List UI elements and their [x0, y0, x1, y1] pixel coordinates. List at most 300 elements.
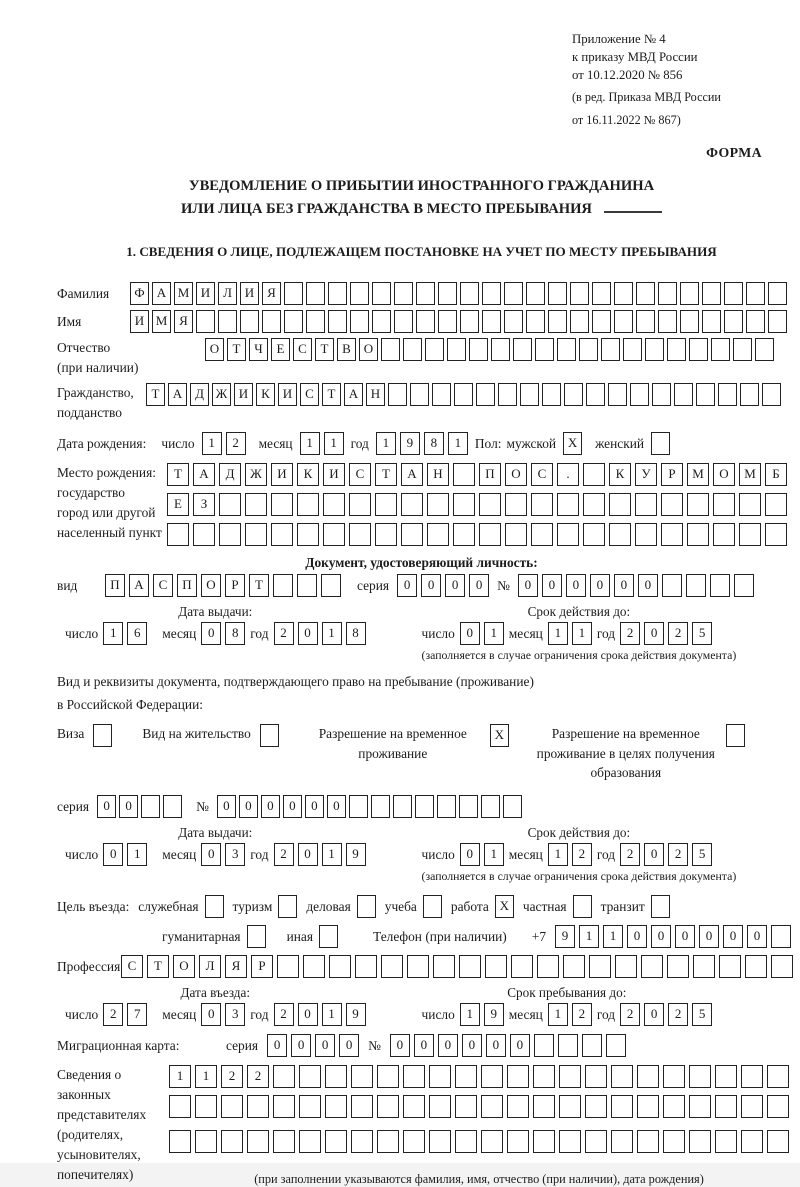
char-box[interactable] — [513, 338, 532, 361]
char-box[interactable]: 1 — [202, 432, 222, 455]
char-box[interactable] — [734, 574, 754, 597]
char-box[interactable]: 0 — [590, 574, 610, 597]
char-box[interactable]: А — [129, 574, 149, 597]
char-box[interactable]: 1 — [579, 925, 599, 948]
char-box[interactable]: 0 — [445, 574, 465, 597]
char-box[interactable] — [167, 523, 189, 546]
char-box[interactable] — [507, 1130, 529, 1153]
char-box[interactable] — [455, 1065, 477, 1088]
char-box[interactable]: 1 — [484, 843, 504, 866]
char-box[interactable] — [623, 338, 642, 361]
temp-residence-edu-checkbox[interactable] — [726, 724, 745, 747]
char-box[interactable]: 0 — [298, 622, 318, 645]
char-box[interactable] — [663, 1065, 685, 1088]
char-box[interactable] — [611, 1065, 633, 1088]
char-box[interactable]: 0 — [510, 1034, 530, 1057]
char-box[interactable] — [767, 1095, 789, 1118]
char-box[interactable]: 9 — [484, 1003, 504, 1026]
char-box[interactable] — [592, 282, 611, 305]
char-box[interactable] — [325, 1065, 347, 1088]
char-box[interactable] — [372, 282, 391, 305]
business-checkbox[interactable] — [357, 895, 376, 918]
char-box[interactable]: 1 — [322, 843, 342, 866]
char-box[interactable]: Ч — [249, 338, 268, 361]
char-box[interactable] — [696, 383, 715, 406]
char-box[interactable]: А — [344, 383, 363, 406]
char-box[interactable] — [611, 1130, 633, 1153]
char-box[interactable]: С — [121, 955, 143, 978]
char-box[interactable]: 0 — [651, 925, 671, 948]
char-box[interactable] — [454, 383, 473, 406]
char-box[interactable]: О — [359, 338, 378, 361]
char-box[interactable] — [169, 1130, 191, 1153]
char-box[interactable]: 2 — [620, 843, 640, 866]
char-box[interactable]: 0 — [339, 1034, 359, 1057]
char-box[interactable]: 0 — [201, 843, 221, 866]
char-box[interactable]: 0 — [675, 925, 695, 948]
char-box[interactable]: 9 — [346, 1003, 366, 1026]
char-box[interactable] — [637, 1065, 659, 1088]
char-box[interactable] — [460, 310, 479, 333]
char-box[interactable]: 8 — [346, 622, 366, 645]
char-box[interactable]: 3 — [225, 1003, 245, 1026]
char-box[interactable]: 0 — [103, 843, 123, 866]
char-box[interactable] — [702, 282, 721, 305]
char-box[interactable] — [767, 1065, 789, 1088]
char-box[interactable]: Е — [167, 493, 189, 516]
char-box[interactable] — [372, 310, 391, 333]
char-box[interactable]: А — [401, 463, 423, 486]
char-box[interactable] — [271, 493, 293, 516]
char-box[interactable] — [221, 1130, 243, 1153]
char-box[interactable]: Т — [249, 574, 269, 597]
private-checkbox[interactable] — [573, 895, 592, 918]
char-box[interactable] — [724, 282, 743, 305]
char-box[interactable] — [403, 1095, 425, 1118]
char-box[interactable] — [351, 1130, 373, 1153]
char-box[interactable] — [219, 493, 241, 516]
char-box[interactable] — [645, 338, 664, 361]
char-box[interactable] — [570, 310, 589, 333]
char-box[interactable] — [284, 282, 303, 305]
char-box[interactable] — [193, 523, 215, 546]
char-box[interactable] — [323, 493, 345, 516]
char-box[interactable] — [377, 1130, 399, 1153]
char-box[interactable]: О — [505, 463, 527, 486]
char-box[interactable]: 9 — [400, 432, 420, 455]
char-box[interactable]: 1 — [195, 1065, 217, 1088]
char-box[interactable]: 1 — [548, 1003, 568, 1026]
char-box[interactable]: 2 — [668, 1003, 688, 1026]
char-box[interactable] — [429, 1065, 451, 1088]
char-box[interactable] — [520, 383, 539, 406]
char-box[interactable] — [479, 523, 501, 546]
char-box[interactable] — [606, 1034, 626, 1057]
char-box[interactable] — [491, 338, 510, 361]
char-box[interactable] — [377, 1095, 399, 1118]
char-box[interactable]: 1 — [484, 622, 504, 645]
char-box[interactable] — [689, 1095, 711, 1118]
char-box[interactable]: Т — [167, 463, 189, 486]
char-box[interactable]: 0 — [261, 795, 280, 818]
char-box[interactable]: 6 — [127, 622, 147, 645]
char-box[interactable]: Д — [190, 383, 209, 406]
char-box[interactable] — [585, 1130, 607, 1153]
char-box[interactable] — [371, 795, 390, 818]
char-box[interactable] — [221, 1095, 243, 1118]
char-box[interactable] — [526, 310, 545, 333]
char-box[interactable]: П — [479, 463, 501, 486]
char-box[interactable] — [401, 523, 423, 546]
char-box[interactable]: 0 — [327, 795, 346, 818]
char-box[interactable] — [558, 1034, 578, 1057]
char-box[interactable]: А — [168, 383, 187, 406]
char-box[interactable]: . — [557, 463, 579, 486]
char-box[interactable] — [614, 310, 633, 333]
char-box[interactable] — [583, 463, 605, 486]
char-box[interactable]: 7 — [127, 1003, 147, 1026]
char-box[interactable] — [526, 282, 545, 305]
char-box[interactable]: Т — [147, 955, 169, 978]
char-box[interactable]: 1 — [548, 843, 568, 866]
char-box[interactable] — [713, 493, 735, 516]
char-box[interactable] — [438, 310, 457, 333]
char-box[interactable] — [351, 1065, 373, 1088]
char-box[interactable]: 2 — [572, 843, 592, 866]
char-box[interactable] — [453, 463, 475, 486]
char-box[interactable] — [195, 1130, 217, 1153]
char-box[interactable] — [746, 310, 765, 333]
char-box[interactable]: 0 — [283, 795, 302, 818]
char-box[interactable]: 8 — [424, 432, 444, 455]
char-box[interactable] — [163, 795, 182, 818]
char-box[interactable] — [636, 310, 655, 333]
char-box[interactable] — [719, 955, 741, 978]
char-box[interactable] — [583, 523, 605, 546]
char-box[interactable] — [585, 1065, 607, 1088]
char-box[interactable] — [745, 955, 767, 978]
char-box[interactable] — [262, 310, 281, 333]
char-box[interactable] — [592, 310, 611, 333]
char-box[interactable] — [498, 383, 517, 406]
char-box[interactable] — [453, 523, 475, 546]
char-box[interactable] — [559, 1130, 581, 1153]
char-box[interactable] — [583, 493, 605, 516]
char-box[interactable]: 3 — [225, 843, 245, 866]
char-box[interactable] — [481, 795, 500, 818]
char-box[interactable]: 0 — [201, 1003, 221, 1026]
char-box[interactable] — [563, 955, 585, 978]
char-box[interactable] — [459, 795, 478, 818]
char-box[interactable] — [328, 282, 347, 305]
char-box[interactable] — [746, 282, 765, 305]
char-box[interactable] — [768, 282, 787, 305]
char-box[interactable]: Б — [765, 463, 787, 486]
char-box[interactable] — [641, 955, 663, 978]
char-box[interactable]: 0 — [315, 1034, 335, 1057]
char-box[interactable]: 1 — [376, 432, 396, 455]
char-box[interactable] — [455, 1095, 477, 1118]
char-box[interactable] — [299, 1065, 321, 1088]
char-box[interactable]: Я — [225, 955, 247, 978]
char-box[interactable] — [350, 310, 369, 333]
char-box[interactable] — [377, 1065, 399, 1088]
char-box[interactable]: 2 — [668, 843, 688, 866]
char-box[interactable] — [195, 1095, 217, 1118]
char-box[interactable] — [739, 493, 761, 516]
char-box[interactable] — [687, 493, 709, 516]
char-box[interactable] — [306, 282, 325, 305]
char-box[interactable] — [403, 338, 422, 361]
char-box[interactable]: 0 — [699, 925, 719, 948]
char-box[interactable]: 2 — [274, 1003, 294, 1026]
char-box[interactable]: 0 — [267, 1034, 287, 1057]
char-box[interactable] — [710, 574, 730, 597]
char-box[interactable]: Д — [219, 463, 241, 486]
char-box[interactable]: Т — [322, 383, 341, 406]
char-box[interactable] — [218, 310, 237, 333]
char-box[interactable]: Т — [146, 383, 165, 406]
char-box[interactable] — [325, 1095, 347, 1118]
char-box[interactable]: 2 — [103, 1003, 123, 1026]
char-box[interactable]: С — [153, 574, 173, 597]
char-box[interactable] — [663, 1095, 685, 1118]
char-box[interactable]: 0 — [469, 574, 489, 597]
char-box[interactable] — [535, 338, 554, 361]
char-box[interactable] — [768, 310, 787, 333]
char-box[interactable] — [548, 310, 567, 333]
char-box[interactable] — [611, 1095, 633, 1118]
char-box[interactable]: 2 — [620, 622, 640, 645]
char-box[interactable] — [503, 795, 522, 818]
work-checkbox[interactable]: X — [495, 895, 514, 918]
char-box[interactable]: 2 — [221, 1065, 243, 1088]
char-box[interactable] — [557, 338, 576, 361]
char-box[interactable]: 0 — [298, 843, 318, 866]
char-box[interactable]: 0 — [644, 622, 664, 645]
char-box[interactable] — [273, 1130, 295, 1153]
char-box[interactable]: Ж — [212, 383, 231, 406]
char-box[interactable]: 0 — [460, 622, 480, 645]
char-box[interactable]: 0 — [486, 1034, 506, 1057]
char-box[interactable]: М — [152, 310, 171, 333]
char-box[interactable]: 1 — [322, 622, 342, 645]
char-box[interactable] — [416, 282, 435, 305]
char-box[interactable]: Ф — [130, 282, 149, 305]
char-box[interactable] — [652, 383, 671, 406]
char-box[interactable] — [687, 523, 709, 546]
char-box[interactable] — [429, 1095, 451, 1118]
char-box[interactable] — [505, 523, 527, 546]
char-box[interactable]: И — [323, 463, 345, 486]
char-box[interactable] — [469, 338, 488, 361]
char-box[interactable] — [460, 282, 479, 305]
char-box[interactable] — [689, 1130, 711, 1153]
char-box[interactable] — [504, 282, 523, 305]
char-box[interactable] — [586, 383, 605, 406]
char-box[interactable] — [533, 1130, 555, 1153]
char-box[interactable]: 0 — [614, 574, 634, 597]
other-checkbox[interactable] — [319, 925, 338, 948]
char-box[interactable] — [507, 1095, 529, 1118]
transit-checkbox[interactable] — [651, 895, 670, 918]
char-box[interactable] — [394, 282, 413, 305]
char-box[interactable] — [427, 523, 449, 546]
char-box[interactable] — [482, 310, 501, 333]
char-box[interactable]: 9 — [555, 925, 575, 948]
char-box[interactable]: Т — [315, 338, 334, 361]
char-box[interactable] — [427, 493, 449, 516]
char-box[interactable]: 8 — [225, 622, 245, 645]
char-box[interactable]: З — [193, 493, 215, 516]
char-box[interactable]: 2 — [668, 622, 688, 645]
char-box[interactable] — [297, 493, 319, 516]
char-box[interactable]: 0 — [97, 795, 116, 818]
char-box[interactable] — [393, 795, 412, 818]
char-box[interactable]: 1 — [103, 622, 123, 645]
char-box[interactable] — [724, 310, 743, 333]
char-box[interactable]: О — [201, 574, 221, 597]
char-box[interactable] — [680, 310, 699, 333]
char-box[interactable] — [196, 310, 215, 333]
char-box[interactable]: 5 — [692, 843, 712, 866]
char-box[interactable]: Н — [427, 463, 449, 486]
char-box[interactable] — [432, 383, 451, 406]
char-box[interactable] — [533, 1065, 555, 1088]
char-box[interactable] — [299, 1095, 321, 1118]
char-box[interactable] — [481, 1065, 503, 1088]
char-box[interactable]: 0 — [438, 1034, 458, 1057]
char-box[interactable] — [303, 955, 325, 978]
char-box[interactable] — [531, 523, 553, 546]
char-box[interactable] — [715, 1065, 737, 1088]
char-box[interactable] — [245, 493, 267, 516]
char-box[interactable]: 0 — [390, 1034, 410, 1057]
char-box[interactable] — [481, 1095, 503, 1118]
char-box[interactable]: 1 — [322, 1003, 342, 1026]
char-box[interactable]: 1 — [169, 1065, 191, 1088]
char-box[interactable] — [680, 282, 699, 305]
char-box[interactable] — [329, 955, 351, 978]
char-box[interactable] — [240, 310, 259, 333]
char-box[interactable]: 0 — [291, 1034, 311, 1057]
char-box[interactable] — [219, 523, 241, 546]
char-box[interactable] — [328, 310, 347, 333]
char-box[interactable] — [531, 493, 553, 516]
char-box[interactable] — [570, 282, 589, 305]
char-box[interactable]: О — [713, 463, 735, 486]
char-box[interactable] — [403, 1130, 425, 1153]
char-box[interactable] — [401, 493, 423, 516]
char-box[interactable]: К — [609, 463, 631, 486]
char-box[interactable]: Я — [174, 310, 193, 333]
char-box[interactable] — [559, 1095, 581, 1118]
char-box[interactable] — [755, 338, 774, 361]
char-box[interactable] — [630, 383, 649, 406]
char-box[interactable] — [739, 523, 761, 546]
char-box[interactable] — [482, 282, 501, 305]
visa-checkbox[interactable] — [93, 724, 112, 747]
char-box[interactable] — [661, 493, 683, 516]
char-box[interactable] — [715, 1095, 737, 1118]
char-box[interactable] — [375, 493, 397, 516]
char-box[interactable] — [438, 282, 457, 305]
char-box[interactable] — [403, 1065, 425, 1088]
char-box[interactable]: 5 — [692, 1003, 712, 1026]
char-box[interactable] — [765, 523, 787, 546]
char-box[interactable]: И — [278, 383, 297, 406]
char-box[interactable]: С — [349, 463, 371, 486]
char-box[interactable] — [589, 955, 611, 978]
char-box[interactable] — [762, 383, 781, 406]
male-checkbox[interactable]: X — [563, 432, 582, 455]
char-box[interactable] — [582, 1034, 602, 1057]
char-box[interactable]: Я — [262, 282, 281, 305]
char-box[interactable] — [585, 1095, 607, 1118]
char-box[interactable]: 1 — [548, 622, 568, 645]
char-box[interactable]: Л — [218, 282, 237, 305]
char-box[interactable] — [507, 1065, 529, 1088]
char-box[interactable] — [351, 1095, 373, 1118]
char-box[interactable] — [689, 1065, 711, 1088]
char-box[interactable] — [394, 310, 413, 333]
char-box[interactable] — [740, 383, 759, 406]
char-box[interactable] — [765, 493, 787, 516]
char-box[interactable] — [559, 1065, 581, 1088]
char-box[interactable] — [667, 955, 689, 978]
char-box[interactable] — [459, 955, 481, 978]
char-box[interactable]: 0 — [298, 1003, 318, 1026]
char-box[interactable]: 9 — [346, 843, 366, 866]
char-box[interactable] — [741, 1130, 763, 1153]
tourism-checkbox[interactable] — [278, 895, 297, 918]
char-box[interactable] — [273, 1095, 295, 1118]
char-box[interactable] — [410, 383, 429, 406]
char-box[interactable] — [579, 338, 598, 361]
char-box[interactable]: Н — [366, 383, 385, 406]
char-box[interactable]: 5 — [692, 622, 712, 645]
char-box[interactable] — [548, 282, 567, 305]
char-box[interactable] — [381, 338, 400, 361]
char-box[interactable]: 0 — [542, 574, 562, 597]
residence-permit-checkbox[interactable] — [260, 724, 279, 747]
char-box[interactable]: О — [205, 338, 224, 361]
char-box[interactable]: 1 — [127, 843, 147, 866]
char-box[interactable]: 2 — [274, 622, 294, 645]
char-box[interactable] — [504, 310, 523, 333]
char-box[interactable] — [416, 310, 435, 333]
char-box[interactable]: 1 — [460, 1003, 480, 1026]
char-box[interactable]: С — [531, 463, 553, 486]
char-box[interactable] — [415, 795, 434, 818]
char-box[interactable] — [277, 955, 299, 978]
char-box[interactable] — [674, 383, 693, 406]
char-box[interactable]: 1 — [324, 432, 344, 455]
char-box[interactable] — [349, 795, 368, 818]
char-box[interactable] — [542, 383, 561, 406]
char-box[interactable] — [635, 493, 657, 516]
char-box[interactable]: 0 — [397, 574, 417, 597]
char-box[interactable] — [693, 955, 715, 978]
char-box[interactable] — [609, 493, 631, 516]
char-box[interactable] — [771, 955, 793, 978]
char-box[interactable] — [425, 338, 444, 361]
char-box[interactable] — [637, 1095, 659, 1118]
temp-residence-checkbox[interactable]: X — [490, 724, 509, 747]
char-box[interactable] — [273, 1065, 295, 1088]
char-box[interactable]: 0 — [644, 1003, 664, 1026]
char-box[interactable]: 0 — [217, 795, 236, 818]
